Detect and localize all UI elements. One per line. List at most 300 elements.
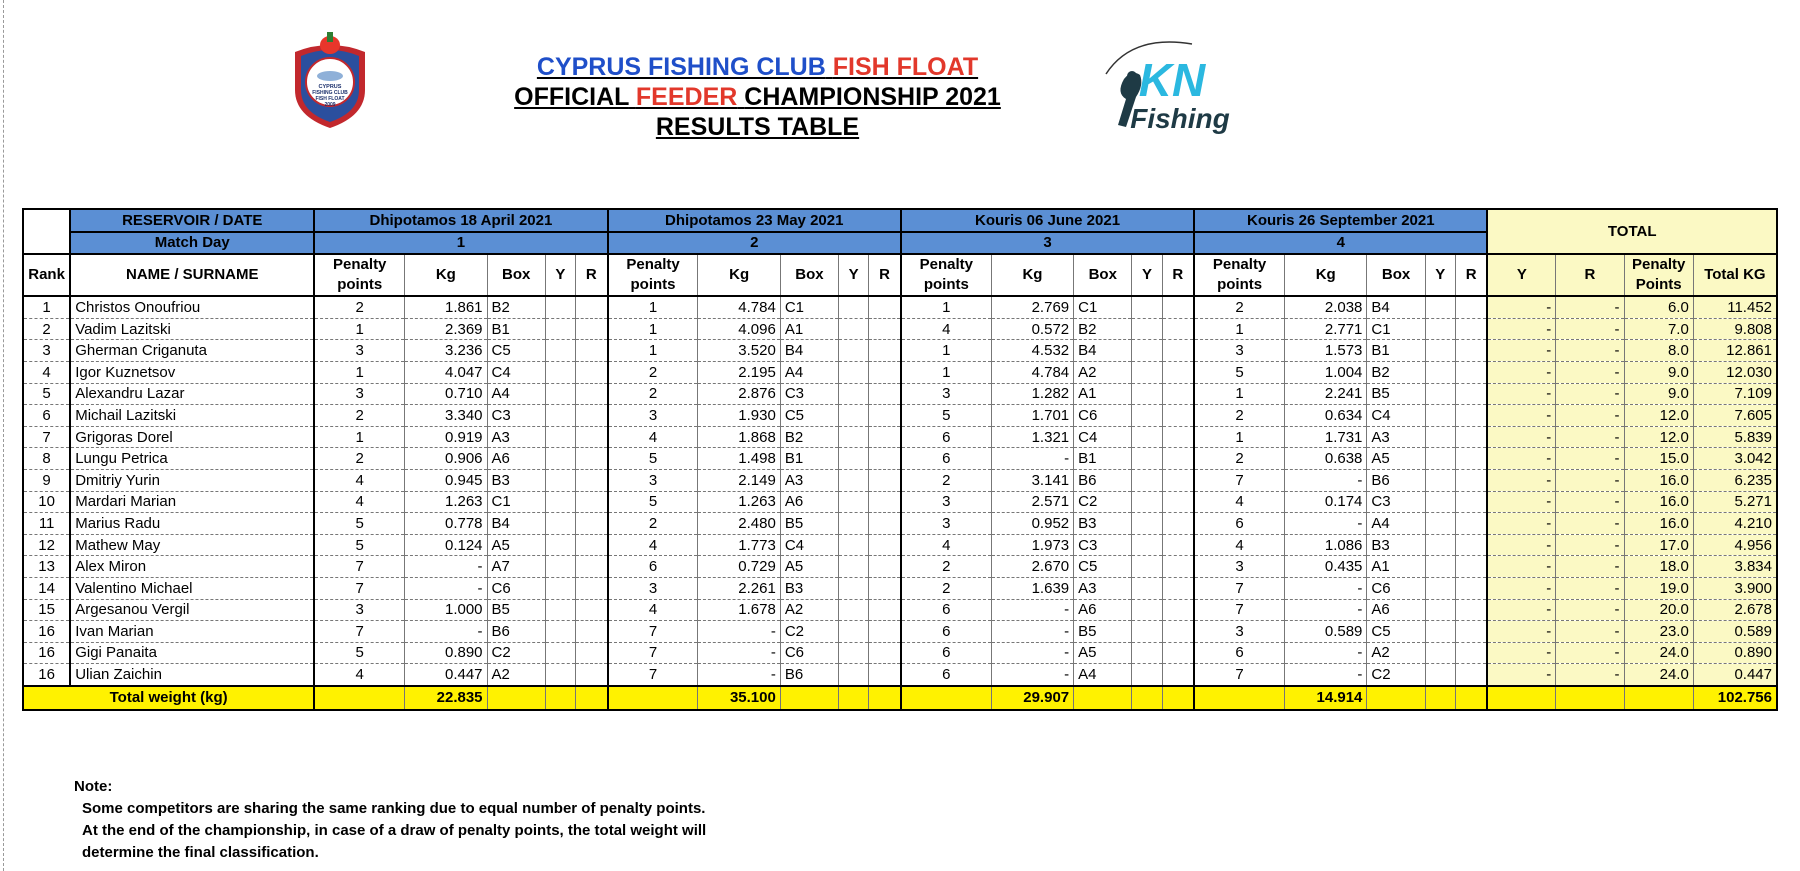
- total-red-cell: -: [1556, 361, 1624, 383]
- yellow-card-cell: [1132, 664, 1162, 686]
- rank-cell: 16: [23, 642, 70, 664]
- total-yellow-cell: -: [1487, 513, 1555, 535]
- red-card-cell: [869, 361, 901, 383]
- round-total-kg: 22.835: [405, 686, 487, 710]
- table-row: [23, 621, 1777, 643]
- box-cell: A2: [487, 664, 545, 686]
- total-yellow-cell: -: [1487, 491, 1555, 513]
- box-cell: B6: [780, 664, 838, 686]
- total-red-cell: -: [1556, 642, 1624, 664]
- yellow-card-cell: [545, 621, 575, 643]
- rank-cell: 1: [23, 296, 70, 318]
- yellow-card-cell: [545, 577, 575, 599]
- total-penalty-cell: 16.0: [1624, 491, 1693, 513]
- red-card-cell: [1455, 383, 1487, 405]
- box-cell: B3: [487, 469, 545, 491]
- club-title: CYPRUS FISHING CLUB FISH FLOAT: [536, 53, 979, 81]
- box-cell: B6: [1367, 469, 1425, 491]
- sponsor-logo-fishing: Fishing: [1130, 103, 1230, 134]
- yellow-card-cell: [545, 599, 575, 621]
- red-card-cell: [869, 534, 901, 556]
- yellow-card-cell: [839, 426, 869, 448]
- penalty-cell: 7: [1194, 577, 1284, 599]
- total-kg-cell: 9.808: [1693, 318, 1777, 340]
- round-total-kg: 35.100: [698, 686, 780, 710]
- total-yellow-cell: -: [1487, 383, 1555, 405]
- box-cell: A2: [1074, 361, 1132, 383]
- kg-cell: 1.731: [1285, 426, 1367, 448]
- yellow-card-cell: [1425, 383, 1455, 405]
- total-yellow-cell: -: [1487, 577, 1555, 599]
- penalty-cell: 1: [314, 318, 404, 340]
- rank-header-spacer: [23, 232, 70, 255]
- total-penalty-cell: 9.0: [1624, 383, 1693, 405]
- table-row: [23, 577, 1777, 599]
- yellow-card-cell: [839, 448, 869, 470]
- total-penalty-cell: 18.0: [1624, 556, 1693, 578]
- box-cell: A6: [487, 448, 545, 470]
- penalty-cell: 5: [314, 642, 404, 664]
- rank-cell: 6: [23, 405, 70, 427]
- box-cell: A5: [1367, 448, 1425, 470]
- yellow-card-cell: [1132, 621, 1162, 643]
- logo-text-line: CYPRUS: [318, 84, 342, 90]
- total-spacer: [1556, 686, 1624, 710]
- penalty-cell: 4: [314, 491, 404, 513]
- box-cell: B1: [1367, 340, 1425, 362]
- red-card-cell: [1455, 513, 1487, 535]
- red-card-header: R: [575, 254, 607, 296]
- kg-cell: 1.000: [405, 599, 487, 621]
- kg-cell: 2.038: [1285, 296, 1367, 318]
- table-row: [23, 318, 1777, 340]
- yellow-card-cell: [839, 642, 869, 664]
- box-cell: B1: [1074, 448, 1132, 470]
- yellow-card-cell: [1132, 296, 1162, 318]
- penalty-cell: 4: [608, 426, 698, 448]
- table-row: [23, 340, 1777, 362]
- yellow-card-cell: [1425, 469, 1455, 491]
- box-cell: C2: [1367, 664, 1425, 686]
- kg-cell: 0.906: [405, 448, 487, 470]
- box-cell: A5: [780, 556, 838, 578]
- red-card-cell: [575, 361, 607, 383]
- name-cell: Grigoras Dorel: [70, 426, 314, 448]
- total-penalty-cell: 7.0: [1624, 318, 1693, 340]
- penalty-cell: 4: [608, 534, 698, 556]
- yellow-card-cell: [1132, 469, 1162, 491]
- total-yellow-cell: -: [1487, 621, 1555, 643]
- sponsor-logo-kn: KN: [1138, 54, 1206, 106]
- total-kg-header: Total KG: [1693, 254, 1777, 296]
- yellow-card-cell: [1425, 426, 1455, 448]
- kg-cell: -: [698, 621, 780, 643]
- box-cell: C2: [1074, 491, 1132, 513]
- penalty-cell: 3: [1194, 340, 1284, 362]
- total-red-cell: -: [1556, 340, 1624, 362]
- kg-cell: 2.369: [405, 318, 487, 340]
- kg-cell: 0.435: [1285, 556, 1367, 578]
- name-cell: Mathew May: [70, 534, 314, 556]
- red-card-cell: [575, 340, 607, 362]
- table-row: [23, 469, 1777, 491]
- box-cell: C3: [1367, 491, 1425, 513]
- box-cell: B1: [780, 448, 838, 470]
- total-spacer: [1132, 686, 1162, 710]
- total-penalty-cell: 19.0: [1624, 577, 1693, 599]
- box-cell: A1: [1074, 383, 1132, 405]
- penalty-cell: 2: [901, 577, 991, 599]
- red-card-cell: [575, 296, 607, 318]
- yellow-card-cell: [839, 664, 869, 686]
- box-cell: A6: [1367, 599, 1425, 621]
- total-kg-cell: 5.271: [1693, 491, 1777, 513]
- penalty-cell: 7: [608, 664, 698, 686]
- kg-cell: -: [991, 599, 1073, 621]
- box-cell: C6: [487, 577, 545, 599]
- penalty-cell: 2: [314, 448, 404, 470]
- kg-cell: 3.141: [991, 469, 1073, 491]
- kg-cell: 1.973: [991, 534, 1073, 556]
- red-card-cell: [575, 318, 607, 340]
- name-cell: Christos Onoufriou: [70, 296, 314, 318]
- box-cell: B5: [1367, 383, 1425, 405]
- total-red-cell: -: [1556, 664, 1624, 686]
- total-red-cell: -: [1556, 448, 1624, 470]
- box-cell: B6: [487, 621, 545, 643]
- total-yellow-cell: -: [1487, 556, 1555, 578]
- yellow-card-header: Y: [545, 254, 575, 296]
- total-red-cell: -: [1556, 318, 1624, 340]
- red-card-header: R: [1162, 254, 1194, 296]
- table-row: [23, 448, 1777, 470]
- total-penalty-cell: 9.0: [1624, 361, 1693, 383]
- red-card-cell: [869, 664, 901, 686]
- total-penalty-cell: 20.0: [1624, 599, 1693, 621]
- sponsor-logo: [1102, 34, 1232, 139]
- box-cell: C6: [1367, 577, 1425, 599]
- kg-cell: -: [698, 664, 780, 686]
- box-cell: C1: [1074, 296, 1132, 318]
- penalty-cell: 1: [1194, 426, 1284, 448]
- total-spacer: [314, 686, 404, 710]
- penalty-cell: 2: [1194, 296, 1284, 318]
- penalty-points-header: Penalty points: [314, 254, 404, 296]
- total-penalty-cell: 24.0: [1624, 664, 1693, 686]
- red-card-cell: [1162, 361, 1194, 383]
- penalty-cell: 6: [901, 448, 991, 470]
- red-card-cell: [1455, 469, 1487, 491]
- total-spacer: [1425, 686, 1455, 710]
- yellow-card-cell: [545, 426, 575, 448]
- penalty-cell: 6: [1194, 513, 1284, 535]
- box-cell: B4: [487, 513, 545, 535]
- red-card-cell: [869, 491, 901, 513]
- yellow-card-cell: [1425, 664, 1455, 686]
- logo-text-line: FISH FLOAT: [315, 96, 345, 102]
- kg-cell: 1.282: [991, 383, 1073, 405]
- total-spacer: [608, 686, 698, 710]
- round-3-title: Kouris 06 June 2021: [901, 209, 1194, 232]
- box-header: Box: [1367, 254, 1425, 296]
- total-kg-cell: 6.235: [1693, 469, 1777, 491]
- name-header: NAME / SURNAME: [70, 254, 314, 296]
- total-kg-cell: 4.956: [1693, 534, 1777, 556]
- total-yellow-cell: -: [1487, 361, 1555, 383]
- kg-cell: 2.195: [698, 361, 780, 383]
- kg-cell: 0.124: [405, 534, 487, 556]
- kg-header: Kg: [1285, 254, 1367, 296]
- penalty-cell: 2: [314, 405, 404, 427]
- penalty-cell: 2: [314, 296, 404, 318]
- red-card-cell: [869, 340, 901, 362]
- yellow-card-cell: [1425, 405, 1455, 427]
- yellow-card-cell: [1425, 642, 1455, 664]
- penalty-cell: 4: [901, 534, 991, 556]
- yellow-card-cell: [1132, 534, 1162, 556]
- box-cell: B5: [780, 513, 838, 535]
- box-cell: A5: [1074, 642, 1132, 664]
- table-row: [23, 383, 1777, 405]
- penalty-cell: 4: [608, 599, 698, 621]
- red-card-cell: [869, 599, 901, 621]
- yellow-card-cell: [545, 513, 575, 535]
- penalty-cell: 6: [608, 556, 698, 578]
- penalty-cell: 1: [901, 340, 991, 362]
- yellow-card-cell: [1425, 318, 1455, 340]
- kg-cell: 4.532: [991, 340, 1073, 362]
- total-spacer: [780, 686, 838, 710]
- kg-cell: -: [1285, 577, 1367, 599]
- box-cell: A1: [780, 318, 838, 340]
- box-cell: C2: [780, 621, 838, 643]
- box-cell: A2: [1367, 642, 1425, 664]
- red-card-cell: [575, 426, 607, 448]
- kg-cell: 1.773: [698, 534, 780, 556]
- logo-text-line: FISHING CLUB: [312, 90, 348, 96]
- rank-cell: 10: [23, 491, 70, 513]
- penalty-cell: 7: [1194, 599, 1284, 621]
- round-3-day: 3: [901, 232, 1194, 255]
- red-card-cell: [1455, 599, 1487, 621]
- red-card-cell: [575, 491, 607, 513]
- total-spacer: [1367, 686, 1425, 710]
- results-table-title: RESULTS TABLE: [655, 113, 860, 141]
- kg-cell: 2.149: [698, 469, 780, 491]
- table-row: [23, 642, 1777, 664]
- table-row: [23, 491, 1777, 513]
- kg-cell: 2.241: [1285, 383, 1367, 405]
- red-card-cell: [575, 513, 607, 535]
- total-red-cell: -: [1556, 469, 1624, 491]
- kg-cell: -: [1285, 469, 1367, 491]
- red-card-cell: [1455, 340, 1487, 362]
- name-cell: Alexandru Lazar: [70, 383, 314, 405]
- box-cell: C5: [780, 405, 838, 427]
- kg-cell: 2.571: [991, 491, 1073, 513]
- yellow-card-cell: [545, 534, 575, 556]
- box-cell: B4: [1367, 296, 1425, 318]
- yellow-card-cell: [839, 599, 869, 621]
- total-yellow-cell: -: [1487, 448, 1555, 470]
- yellow-card-cell: [839, 491, 869, 513]
- name-cell: Gherman Criganuta: [70, 340, 314, 362]
- total-red-cell: -: [1556, 491, 1624, 513]
- red-card-cell: [1162, 599, 1194, 621]
- box-cell: C6: [1074, 405, 1132, 427]
- total-penalty-cell: 6.0: [1624, 296, 1693, 318]
- kg-cell: -: [1285, 664, 1367, 686]
- name-cell: Valentino Michael: [70, 577, 314, 599]
- kg-cell: 1.004: [1285, 361, 1367, 383]
- kg-cell: 2.876: [698, 383, 780, 405]
- red-card-cell: [1162, 513, 1194, 535]
- kg-cell: 1.861: [405, 296, 487, 318]
- box-cell: A1: [1367, 556, 1425, 578]
- rank-cell: 15: [23, 599, 70, 621]
- note-line: Some competitors are sharing the same ranking due to equal number of penalty points.: [82, 800, 706, 817]
- penalty-cell: 3: [314, 599, 404, 621]
- name-cell: Alex Miron: [70, 556, 314, 578]
- total-penalty-cell: 16.0: [1624, 469, 1693, 491]
- yellow-card-cell: [839, 513, 869, 535]
- penalty-cell: 5: [901, 405, 991, 427]
- box-header: Box: [780, 254, 838, 296]
- yellow-card-cell: [1132, 361, 1162, 383]
- box-cell: A7: [487, 556, 545, 578]
- total-penalty-header: Penalty Points: [1624, 254, 1693, 296]
- document-title-block: [460, 52, 1055, 142]
- box-cell: C1: [780, 296, 838, 318]
- yellow-card-cell: [839, 621, 869, 643]
- penalty-cell: 7: [314, 577, 404, 599]
- penalty-cell: 7: [608, 621, 698, 643]
- red-card-cell: [575, 621, 607, 643]
- total-kg-cell: 7.605: [1693, 405, 1777, 427]
- box-header: Box: [487, 254, 545, 296]
- penalty-cell: 4: [1194, 491, 1284, 513]
- red-card-header: R: [869, 254, 901, 296]
- kg-cell: -: [405, 556, 487, 578]
- red-card-cell: [1162, 405, 1194, 427]
- name-cell: Mardari Marian: [70, 491, 314, 513]
- penalty-cell: 5: [608, 491, 698, 513]
- kg-cell: 1.086: [1285, 534, 1367, 556]
- penalty-cell: 7: [608, 642, 698, 664]
- penalty-cell: 2: [608, 513, 698, 535]
- name-cell: Dmitriy Yurin: [70, 469, 314, 491]
- table-row: [23, 296, 1777, 318]
- yellow-card-cell: [1425, 621, 1455, 643]
- round-total-kg: 14.914: [1285, 686, 1367, 710]
- kg-cell: 2.261: [698, 577, 780, 599]
- kg-cell: 1.678: [698, 599, 780, 621]
- kg-cell: 4.096: [698, 318, 780, 340]
- box-cell: A2: [780, 599, 838, 621]
- yellow-card-cell: [839, 534, 869, 556]
- kg-cell: 1.930: [698, 405, 780, 427]
- total-red-cell: -: [1556, 426, 1624, 448]
- penalty-cell: 2: [901, 556, 991, 578]
- kg-cell: 0.447: [405, 664, 487, 686]
- box-cell: C1: [1367, 318, 1425, 340]
- kg-cell: 0.589: [1285, 621, 1367, 643]
- total-red-cell: -: [1556, 577, 1624, 599]
- name-cell: Ivan Marian: [70, 621, 314, 643]
- box-cell: C2: [487, 642, 545, 664]
- total-spacer: [575, 686, 607, 710]
- kg-cell: 1.868: [698, 426, 780, 448]
- yellow-card-cell: [545, 361, 575, 383]
- box-cell: C4: [1074, 426, 1132, 448]
- kg-header: Kg: [698, 254, 780, 296]
- penalty-cell: 7: [314, 621, 404, 643]
- yellow-card-cell: [545, 296, 575, 318]
- yellow-card-cell: [1425, 296, 1455, 318]
- red-card-cell: [1162, 577, 1194, 599]
- red-card-cell: [869, 426, 901, 448]
- header-row-reservoir: [23, 209, 1777, 232]
- red-card-cell: [575, 405, 607, 427]
- yellow-card-cell: [545, 318, 575, 340]
- yellow-card-cell: [839, 556, 869, 578]
- red-card-cell: [1162, 296, 1194, 318]
- total-kg-cell: 0.589: [1693, 621, 1777, 643]
- rank-cell: 4: [23, 361, 70, 383]
- box-cell: B2: [487, 296, 545, 318]
- total-kg-cell: 7.109: [1693, 383, 1777, 405]
- kg-header: Kg: [405, 254, 487, 296]
- box-cell: A3: [487, 426, 545, 448]
- total-yellow-cell: -: [1487, 469, 1555, 491]
- kg-cell: 0.634: [1285, 405, 1367, 427]
- kg-cell: 0.778: [405, 513, 487, 535]
- red-card-cell: [1162, 534, 1194, 556]
- penalty-cell: 7: [1194, 664, 1284, 686]
- yellow-card-cell: [1425, 491, 1455, 513]
- total-red-cell: -: [1556, 556, 1624, 578]
- penalty-cell: 1: [608, 296, 698, 318]
- kg-cell: 1.498: [698, 448, 780, 470]
- box-cell: B2: [1074, 318, 1132, 340]
- kg-cell: 2.771: [1285, 318, 1367, 340]
- yellow-card-cell: [1132, 577, 1162, 599]
- yellow-card-cell: [839, 296, 869, 318]
- penalty-points-header: Penalty points: [1194, 254, 1284, 296]
- total-yellow-cell: -: [1487, 405, 1555, 427]
- red-card-cell: [1455, 556, 1487, 578]
- red-card-cell: [869, 296, 901, 318]
- total-kg-cell: 11.452: [1693, 296, 1777, 318]
- red-card-cell: [1455, 361, 1487, 383]
- penalty-cell: 3: [314, 383, 404, 405]
- penalty-cell: 1: [901, 361, 991, 383]
- penalty-points-header: Penalty points: [608, 254, 698, 296]
- rank-header-spacer: [23, 209, 70, 232]
- total-weight-row: [23, 686, 1777, 710]
- penalty-cell: 6: [901, 642, 991, 664]
- total-red-cell: -: [1556, 383, 1624, 405]
- red-card-cell: [1162, 491, 1194, 513]
- note-line: determine the final classification.: [82, 844, 319, 861]
- round-2-day: 2: [608, 232, 901, 255]
- kg-cell: 0.729: [698, 556, 780, 578]
- logo-text-line: 2009: [324, 102, 336, 108]
- penalty-cell: 1: [1194, 383, 1284, 405]
- yellow-card-cell: [839, 469, 869, 491]
- red-card-cell: [575, 534, 607, 556]
- kg-cell: -: [991, 448, 1073, 470]
